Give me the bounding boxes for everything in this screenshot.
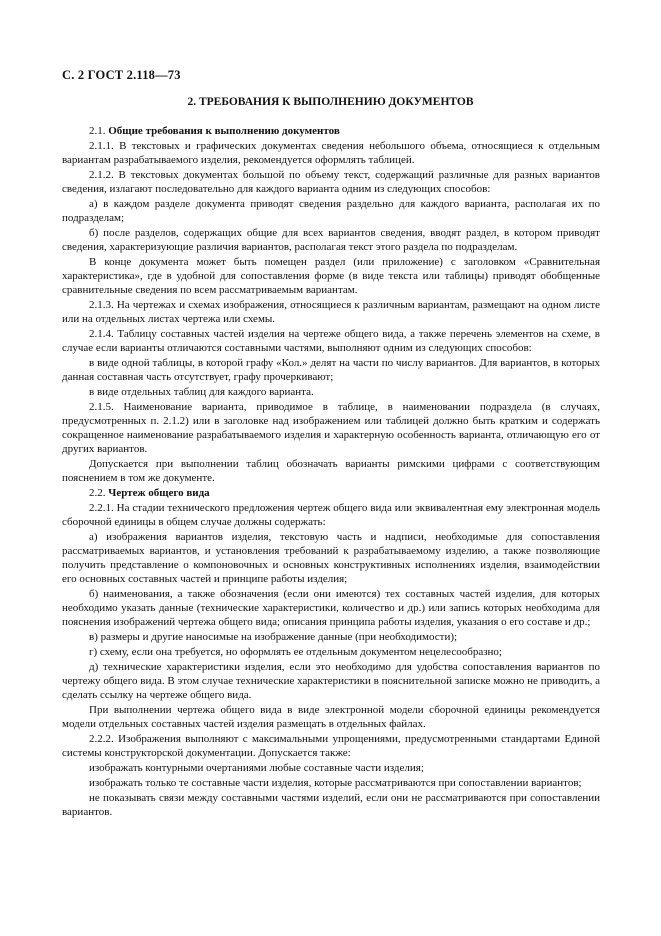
paragraph: 2.2.1. На стадии технического предложения чертеж общего вида или эквивалентная ему электронная модель сборочной единицы в общем случае должны содержать: (62, 502, 600, 528)
paragraph: а) в каждом разделе документа приводят сведения раздельно для каждого варианта, располагая их по подразделам; (62, 198, 600, 224)
paragraph: изображать контурными очертаниями любые составные части изделия; (89, 762, 424, 774)
paragraph: в виде отдельных таблиц для каждого варианта. (89, 386, 314, 398)
paragraph: В конце документа может быть помещен раздел (или приложение) с заголовком «Сравнительная характеристика», где в удобной для сопоставления форме (в виде текста или таблицы) приводят обобщенные сравнительные сведения по всем рассматриваемым вариантам. (62, 256, 600, 296)
paragraph: 2.1.1. В текстовых и графических документах сведения небольшого объема, относящиеся к отдельным вариантам разрабатываемого изделия, рекомендуется оформлять таблицей. (62, 140, 600, 166)
subsection-heading: 2.2. Чертеж общего вида (89, 487, 210, 499)
section-title: 2. ТРЕБОВАНИЯ К ВЫПОЛНЕНИЮ ДОКУМЕНТОВ (187, 96, 474, 108)
paragraph: а) изображения вариантов изделия, текстовую часть и надписи, необходимые для сопоставления рассматриваемых вариантов, и установления требований к разрабатываемому изделию, а также позволяющие получить представление о компоновочных и основных конструктивных исполнениях изделия, взаимодействии его основных составных частей и принципе работы изделия; (62, 531, 600, 585)
paragraph: Допускается при выполнении таблиц обозначать варианты римскими цифрами с соответствующим пояснением в том же документе. (62, 458, 600, 484)
paragraph: 2.1.4. Таблицу составных частей изделия на чертеже общего вида, а также перечень элементов на схеме, в случае если варианты отличаются составными частями, выполняют одним из следующих способов: (62, 328, 600, 354)
document-body (62, 124, 600, 820)
paragraph: в) размеры и другие наносимые на изображение данные (при необходимости); (89, 631, 458, 643)
paragraph: б) наименования, а также обозначения (если они имеются) тех составных частей изделия, для которых необходимо указать данные (технические характеристики, количество и др.) или запись которых необходима для пояснения изображений чертежа общего вида; описания принципа работы изделия, указания о его составе и др.; (62, 588, 600, 628)
paragraph: 2.1.5. Наименование варианта, приводимое в таблице, в наименовании подраздела (в случаях, предусмотренных п. 2.1.2) или в заголовке над изображением или таблицей должно быть кратким и содержать сокращенное наименование разрабатываемого изделия и характерную особенность варианта, отличающую его от других вариантов. (62, 401, 600, 455)
paragraph: изображать только те составные части изделия, которые рассматриваются при сопоставлении вариантов; (89, 777, 582, 789)
paragraph: 2.1.2. В текстовых документах большой по объему текст, содержащий различные для разных вариантов сведения, излагают последовательно для каждого варианта одним из следующих способов: (62, 169, 600, 195)
paragraph: 2.2.2. Изображения выполняют с максимальными упрощениями, предусмотренными стандартами Единой системы конструкторской документации. Допускается также: (62, 733, 600, 759)
page-header: С. 2 ГОСТ 2.118—73 (62, 68, 181, 82)
paragraph: в виде одной таблицы, в которой графу «Кол.» делят на части по числу вариантов. Для вариантов, в которых данная составная часть отсутствует, графу прочеркивают; (62, 357, 600, 383)
paragraph: При выполнении чертежа общего вида в виде электронной модели сборочной единицы рекомендуется модели отдельных составных частей изделия размещать в отдельных файлах. (62, 704, 600, 730)
paragraph: д) технические характеристики изделия, если это необходимо для удобства сопоставления вариантов по чертежу общего вида. В этом случае технические характеристики в пояснительной записке можно не приводить, а сделать ссылку на чертеже общего вида. (62, 661, 600, 701)
paragraph: не показывать связи между составными частями изделий, если они не рассматриваются при сопоставлении вариантов. (62, 792, 600, 818)
paragraph: г) схему, если она требуется, но оформлять ее отдельным документом нецелесообразно; (89, 646, 502, 658)
subsection-heading: 2.1. Общие требования к выполнению документов (89, 125, 340, 137)
paragraph: б) после разделов, содержащих общие для всех вариантов сведения, вводят раздел, в котором приводят сведения, характеризующие различия вариантов, располагая текст этого раздела по подразделам. (62, 227, 600, 253)
paragraph: 2.1.3. На чертежах и схемах изображения, относящиеся к различным вариантам, размещают на одном листе или на отдельных листах чертежа или схемы. (62, 299, 600, 325)
